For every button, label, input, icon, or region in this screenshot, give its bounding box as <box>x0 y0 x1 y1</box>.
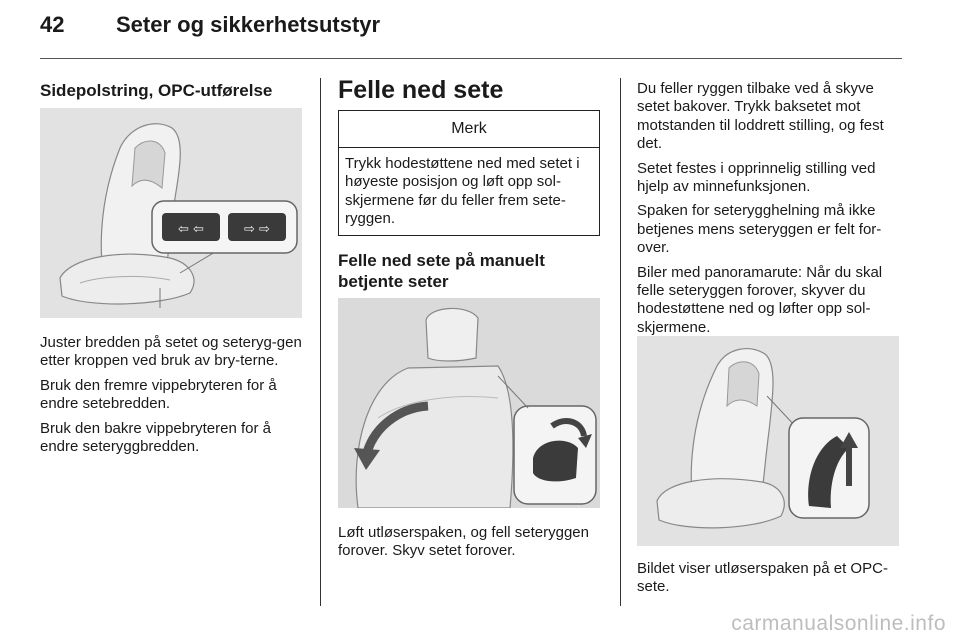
paragraph: Setet festes i opprinnelig stilling ved hjelp av minnefunksjonen. <box>637 159 876 196</box>
chapter-title: Seter og sikkerhetsutstyr <box>116 12 381 37</box>
paragraph: Du feller ryggen tilbake ved å skyve setet bakover. Trykk baksetet mot motstanden til loddrett stilling, og fest det. <box>637 80 884 153</box>
svg-text:⇨ ⇨: ⇨ ⇨ <box>244 222 270 237</box>
svg-text:⇦ ⇦: ⇦ ⇦ <box>178 222 204 237</box>
note-text: Trykk hodestøttene ned med setet i høyeste posisjon og løft opp sol-skjermene før du feller frem sete-ryggen. <box>345 155 580 228</box>
figure-caption-release-lever: Løft utløserspaken, og fell seteryggen forover. Skyv setet forover. <box>338 524 589 560</box>
header-divider <box>40 58 902 59</box>
figure-caption-opc-lever: Bildet viser utløserspaken på et OPC-sete. <box>637 560 888 596</box>
section-heading-side-bolster: Sidepolstring, OPC-utførelse <box>40 81 273 100</box>
watermark: carmanualsonline.info <box>731 612 946 635</box>
paragraph: Bruk den bakre vippebryteren for å endre seteryggbredden. <box>40 419 271 456</box>
subheading-manual-seats: Felle ned sete på manuelt betjente seter <box>338 251 545 291</box>
paragraph: Bruk den fremre vippebryteren for å endre setebredden. <box>40 376 277 413</box>
page-number: 42 <box>40 12 65 37</box>
col1-body <box>40 334 302 462</box>
column-divider-1 <box>320 78 321 606</box>
col3-body <box>637 80 903 343</box>
figure-release-lever <box>338 298 600 508</box>
figure-opc-release-lever <box>637 336 899 546</box>
paragraph: Spaken for seterygghelning må ikke betjenes mens seteryggen er felt for-over. <box>637 202 882 257</box>
section-heading-fold-seat: Felle ned sete <box>338 76 504 104</box>
column-divider-2 <box>620 78 621 606</box>
paragraph: Biler med panoramarute: Når du skal felle seteryggen forover, skyver du hodestøttene ned og løfter opp sol-skjermene. <box>637 263 883 336</box>
paragraph: Juster bredden på setet og seteryg-gen etter kroppen ved bruk av bry-terne. <box>40 334 302 370</box>
note-box <box>338 110 600 236</box>
note-title: Merk <box>339 111 599 148</box>
figure-opc-seat-switches <box>40 108 302 318</box>
